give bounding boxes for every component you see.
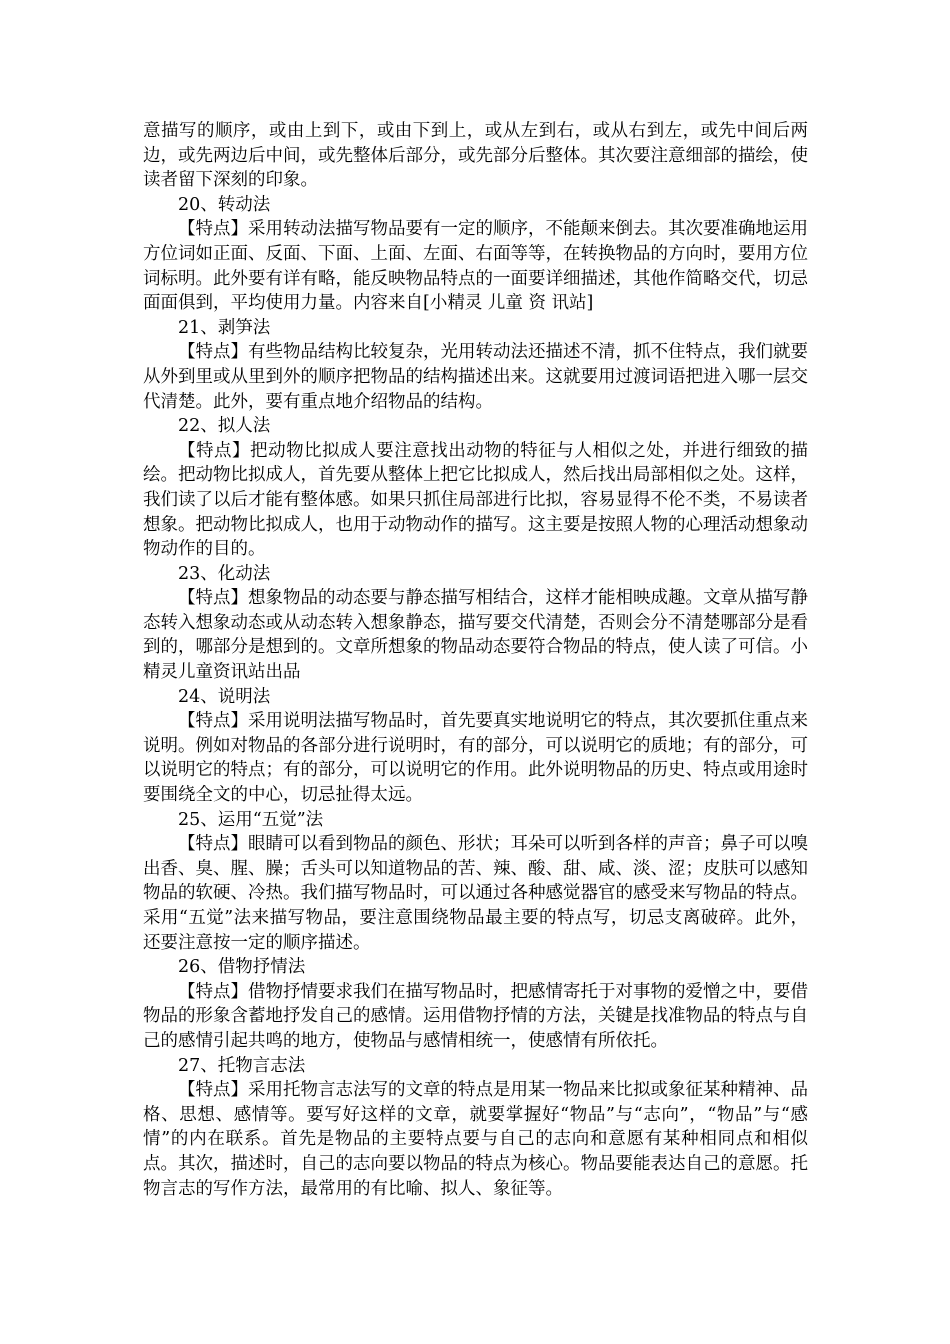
- section-heading-27: 27、托物言志法: [178, 1055, 306, 1076]
- section-heading-25: 25、运用“五觉”法: [178, 809, 324, 830]
- section-body-21: 【特点】有些物品结构比较复杂，光用转动法还描述不清，抓不住特点，我们就要从外到里或从里到外的顺序把物品的结构描述出来。这就要用过渡词语把进入哪一层交代清楚。此外，要有重点地介绍物品的结构。: [143, 342, 808, 412]
- section-body-23: 【特点】想象物品的动态要与静态描写相结合，这样才能相映成趣。文章从描写静态转入想象动态或从动态转入想象静态，描写要交代清楚，否则会分不清楚哪部分是看到的，哪部分是想到的。文章所想象的物品动态要符合物品的特点，使人读了可信。小精灵儿童资讯站出品: [143, 588, 808, 683]
- section-heading-23: 23、化动法: [178, 563, 271, 584]
- section-heading-22: 22、拟人法: [178, 416, 271, 437]
- section-heading-20: 20、转动法: [178, 194, 271, 215]
- section-body-24: 【特点】采用说明法描写物品时，首先要真实地说明它的特点，其次要抓住重点来说明。例如对物品的各部分进行说明时，有的部分，可以说明它的质地；有的部分，可以说明它的特点；有的部分，可以说明它的作用。此外说明物品的历史、特点或用途时要围绕全文的中心，切忌扯得太远。: [143, 711, 808, 806]
- section-heading-21: 21、剥笋法: [178, 317, 271, 338]
- section-body-20: 【特点】采用转动法描写物品要有一定的顺序，不能颠来倒去。其次要准确地运用方位词如正面、反面、下面、上面、左面、右面等等，在转换物品的方向时，要用方位词标明。此外要有详有略，能反映物品特点的一面要详细描述，其他作简略交代，切忌面面俱到，平均使用力量。内容来自[小精灵 儿童 资 讯站]: [143, 219, 808, 314]
- document-page: [143, 119, 808, 1201]
- section-heading-26: 26、借物抒情法: [178, 957, 306, 978]
- section-body-26: 【特点】借物抒情要求我们在描写物品时，把感情寄托于对事物的爱憎之中，要借物品的形象含蓄地抒发自己的感情。运用借物抒情的方法，关键是找准物品的特点与自己的感情引起共鸣的地方，使物品与感情相统一，使感情有所依托。: [143, 981, 808, 1051]
- section-heading-24: 24、说明法: [178, 686, 271, 707]
- section-body-27: 【特点】采用托物言志法写的文章的特点是用某一物品来比拟或象征某种精神、品格、思想、感情等。要写好这样的文章，就要掌握好“物品”与“志向”，“物品”与“感情”的内在联系。首先是物品的主要特点要与自己的志向和意愿有某种相同点和相似点。其次，描述时，自己的志向要以物品的特点为核心。物品要能表达自己的意愿。托物言志的写作方法，最常用的有比喻、拟人、象征等。: [143, 1080, 808, 1199]
- section-body-25: 【特点】眼睛可以看到物品的颜色、形状；耳朵可以听到各样的声音；鼻子可以嗅出香、臭、腥、臊；舌头可以知道物品的苦、辣、酸、甜、咸、淡、涩；皮肤可以感知物品的软硬、冷热。我们描写物品时，可以通过各种感觉器官的感受来写物品的特点。采用“五觉”法来描写物品，要注意围绕物品最主要的特点写，切忌支离破碎。此外，还要注意按一定的顺序描述。: [143, 834, 808, 953]
- section-body-22: 【特点】把动物比拟成人要注意找出动物的特征与人相似之处，并进行细致的描绘。把动物比拟成人，首先要从整体上把它比拟成人，然后找出局部相似之处。这样，我们读了以后才能有整体感。如果只抓住局部进行比拟，容易显得不伦不类，不易读者想象。把动物比拟成人，也用于动物动作的描写。这主要是按照人物的心理活动想象动物动作的目的。: [143, 440, 808, 560]
- intro-paragraph: 意描写的顺序，或由上到下，或由下到上，或从左到右，或从右到左，或先中间后两边，或先两边后中间，或先整体后部分，或先部分后整体。其次要注意细部的描绘，使读者留下深刻的印象。: [143, 121, 808, 191]
